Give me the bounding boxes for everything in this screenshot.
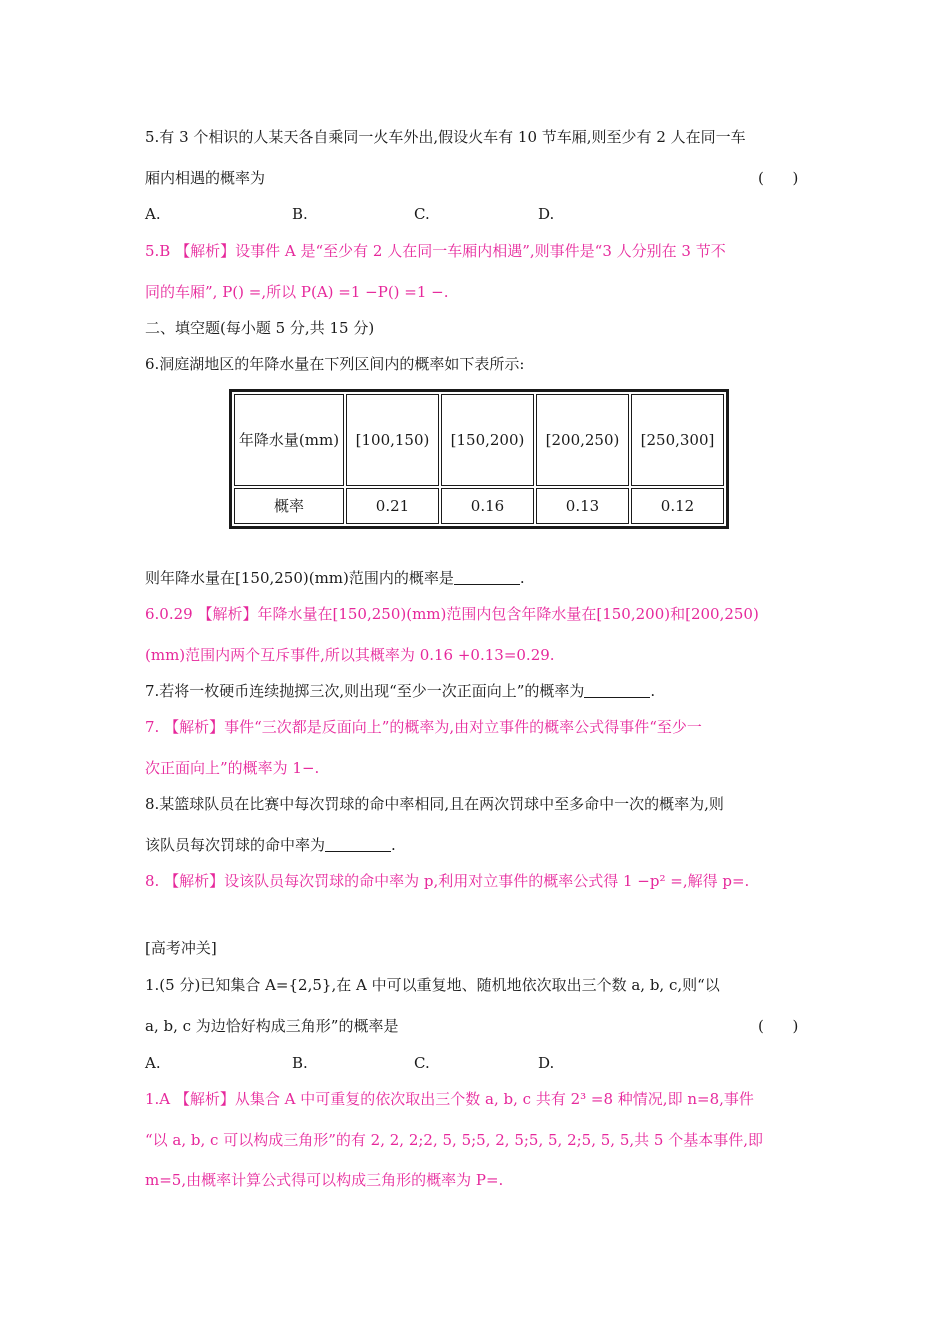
table-header-cell: [150,200) <box>441 394 534 486</box>
q5-text-line-1: 5.有 3 个相识的人某天各自乘同一火车外出,假设火车有 10 节车厢,则至少有 2 人在同一车 <box>145 128 746 146</box>
q8-answer-blank <box>325 836 391 852</box>
g1-text-line-2: a, b, c 为边恰好构成三角形”的概率是 <box>145 1017 399 1035</box>
g1-option-d: D. <box>538 1054 555 1072</box>
q5-solution-line-1: 5.B 【解析】设事件 A 是“至少有 2 人在同一车厢内相遇”,则事件是“3 人分别在 3 节不 <box>145 242 726 260</box>
g1-solution-line-2: “以 a, b, c 可以构成三角形”的有 2, 2, 2;2, 5, 5;5, 2, 5;5, 5, 2;5, 5, 5,共 5 个基本事件,即 <box>145 1131 764 1149</box>
g1-option-b: B. <box>292 1054 308 1072</box>
table-header-row <box>234 394 724 486</box>
section-fill-in-title: 二、填空题(每小题 5 分,共 15 分) <box>145 319 375 337</box>
q7-solution-line-1: 7. 【解析】事件“三次都是反面向上”的概率为,由对立事件的概率公式得事件“至少一 <box>145 718 702 736</box>
q7-answer-blank <box>584 682 650 698</box>
table-cell: 概率 <box>234 488 344 524</box>
q6-solution-line-1: 6.0.29 【解析】年降水量在[150,250)(mm)范围内包含年降水量在[150,200)和[200,250) <box>145 605 759 623</box>
q6-question-text: 则年降水量在[150,250)(mm)范围内的概率是 <box>145 569 454 587</box>
q8-text-line-1: 8.某篮球队员在比赛中每次罚球的命中率相同,且在两次罚球中至多命中一次的概率为,则 <box>145 795 724 813</box>
g1-option-c: C. <box>414 1054 430 1072</box>
q7-period: . <box>650 682 656 700</box>
section-gaokao-title: [高考冲关] <box>145 939 217 957</box>
table-cell: 0.21 <box>346 488 439 524</box>
q5-option-a: A. <box>145 205 161 223</box>
table-cell: 0.12 <box>631 488 724 524</box>
q5-option-c: C. <box>414 205 430 223</box>
table-header-cell: [200,250) <box>536 394 629 486</box>
g1-answer-paren: ( ) <box>758 1017 799 1035</box>
table-header-cell: [100,150) <box>346 394 439 486</box>
table-row <box>234 488 724 524</box>
q7-solution-line-2: 次正面向上”的概率为 1−. <box>145 759 320 777</box>
g1-text-line-1: 1.(5 分)已知集合 A={2,5},在 A 中可以重复地、随机地依次取出三个数 a, b, c,则“以 <box>145 976 720 994</box>
table-cell: 0.13 <box>536 488 629 524</box>
q6-solution-line-2: (mm)范围内两个互斥事件,所以其概率为 0.16 +0.13=0.29. <box>145 646 555 664</box>
q6-period: . <box>519 569 525 587</box>
q6-answer-blank <box>454 569 520 585</box>
q5-answer-paren: ( ) <box>758 169 799 187</box>
q6-text-line-2 <box>145 567 525 589</box>
q8-period: . <box>391 836 396 854</box>
q7-text-line-1 <box>145 680 655 702</box>
table-header-cell: 年降水量(mm) <box>234 394 344 486</box>
g1-solution-line-3: m=5,由概率计算公式得可以构成三角形的概率为 P=. <box>145 1171 504 1189</box>
q5-option-b: B. <box>292 205 308 223</box>
q5-option-d: D. <box>538 205 555 223</box>
table-cell: 0.16 <box>441 488 534 524</box>
table-header-cell: [250,300] <box>631 394 724 486</box>
q5-solution-line-2: 同的车厢”, P() =,所以 P(A) =1 −P() =1 −. <box>145 283 449 301</box>
q8-solution-line-1: 8. 【解析】设该队员每次罚球的命中率为 p,利用对立事件的概率公式得 1 −p² =,解得 p=. <box>145 872 750 890</box>
g1-option-a: A. <box>145 1054 161 1072</box>
q8-question-text: 该队员每次罚球的命中率为 <box>145 836 326 854</box>
q5-text-line-2: 厢内相遇的概率为 <box>145 169 266 187</box>
q8-text-line-2 <box>145 834 396 856</box>
rainfall-probability-table <box>229 389 729 529</box>
g1-solution-line-1: 1.A 【解析】从集合 A 中可重复的依次取出三个数 a, b, c 共有 2³ =8 种情况,即 n=8,事件 <box>145 1090 754 1108</box>
q7-question-text: 7.若将一枚硬币连续抛掷三次,则出现“至少一次正面向上”的概率为 <box>145 682 585 700</box>
q6-text-line-1: 6.洞庭湖地区的年降水量在下列区间内的概率如下表所示: <box>145 355 525 373</box>
